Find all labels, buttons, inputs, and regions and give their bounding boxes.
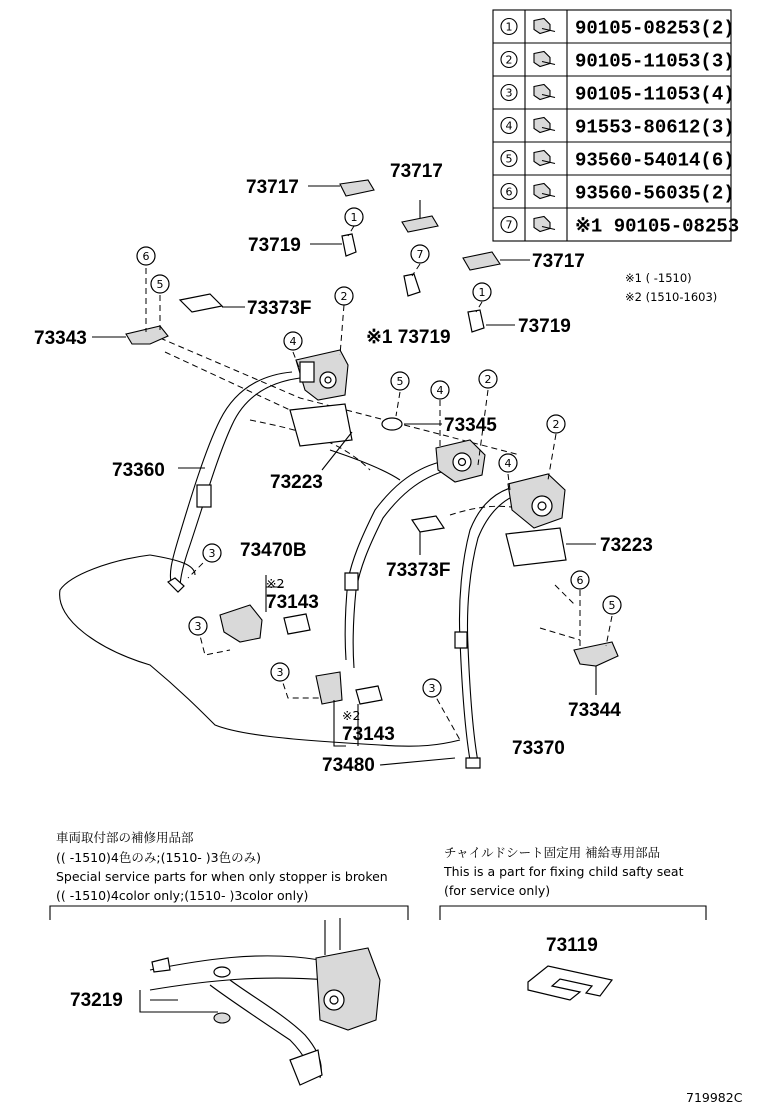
child-seat-line-2: This is a part for fixing child safty seat [444, 864, 684, 879]
callout-number: 2 [484, 373, 492, 386]
bolt-part-number: ※1 90105-08253 [575, 215, 740, 238]
label-73470b: 73470B [240, 540, 307, 561]
label-73223b: 73223 [600, 535, 653, 556]
stopper-bottom [214, 1013, 230, 1023]
bolt-ref-number: 2 [505, 53, 513, 67]
cover-73373fb [412, 516, 444, 532]
label-73343: 73343 [34, 328, 87, 349]
service-line-4: (( -1510)4color only;(1510- )3color only) [56, 888, 309, 903]
service-line-3: Special service parts for when only stopper is broken [56, 869, 388, 884]
callout-circles [137, 208, 621, 697]
label-73717b: 73717 [390, 161, 443, 182]
callout-number: 2 [552, 418, 560, 431]
label-73480: 73480 [322, 755, 375, 776]
ring-73345 [382, 418, 402, 430]
bolt-part-number: 93560-56035(2) [575, 182, 735, 205]
bolt-icon [534, 184, 555, 199]
label-73360: 73360 [112, 460, 165, 481]
label-73119: 73119 [546, 935, 598, 956]
box-73223b [506, 528, 566, 566]
callout-number: 3 [428, 682, 436, 695]
bolt-part-number: 91553-80612(3) [575, 116, 735, 139]
buckle-73480 [316, 672, 342, 704]
bracket-73344 [574, 642, 618, 666]
callout-number: 1 [350, 211, 358, 224]
callout-number: 5 [156, 278, 164, 291]
label-mark2a: ※2 [266, 576, 285, 591]
label-73143a: 73143 [266, 592, 319, 613]
bolt-ref-number: 7 [505, 218, 513, 232]
guide-73119 [528, 966, 612, 1000]
callout-number: 6 [142, 250, 150, 263]
anchor-73719c [468, 310, 484, 332]
service-title-jp: 車両取付部の補修用品部 [56, 830, 194, 845]
label-73344: 73344 [568, 700, 621, 721]
box-73223a [290, 404, 352, 446]
label-73719b: ※1 73719 [366, 327, 451, 348]
callout-number: 4 [436, 384, 444, 397]
label-73717a: 73717 [246, 177, 299, 198]
callout-number: 3 [208, 547, 216, 560]
part-labels [34, 161, 653, 776]
bolt-icon [534, 217, 555, 232]
retractor-left [296, 350, 348, 400]
retractor-center [436, 440, 485, 482]
bolt-icon [534, 118, 555, 133]
bolt-part-number: 90105-08253(2) [575, 17, 735, 40]
service-parts-section [50, 830, 408, 1085]
anchor-73719b [404, 274, 420, 296]
retractor-right [508, 474, 565, 528]
buckle-73470b [220, 605, 262, 642]
callout-number: 4 [504, 457, 512, 470]
note-1: ※1 ( -1510) [625, 271, 692, 285]
bolt-ref-number: 6 [505, 185, 513, 199]
label-73143b: 73143 [342, 724, 395, 745]
callout-number: 4 [289, 335, 297, 348]
label-73719c: 73719 [518, 316, 571, 337]
bolt-table [493, 10, 739, 241]
label-73717c: 73717 [532, 251, 585, 272]
bolt-part-number: 93560-54014(6) [575, 149, 735, 172]
cap-73717c [463, 252, 500, 270]
belt-right [455, 488, 518, 768]
label-73373fb: 73373F [386, 560, 451, 581]
bolt-ref-number: 1 [505, 20, 513, 34]
bolt-part-number: 90105-11053(3) [575, 50, 735, 73]
callout-number: 5 [608, 599, 616, 612]
bolt-icon [534, 52, 555, 67]
cap-73717a [340, 180, 374, 196]
nut-icon [534, 151, 555, 166]
bolt-ref-number: 5 [505, 152, 513, 166]
label-73223a: 73223 [270, 472, 323, 493]
callout-number: 5 [396, 375, 404, 388]
label-73345: 73345 [444, 415, 497, 436]
clip-73143b [356, 686, 382, 704]
note-2: ※2 (1510-1603) [625, 290, 718, 304]
service-line-2: (( -1510)4色のみ;(1510- )3色のみ) [56, 850, 261, 865]
figure-code: 719982C [686, 1090, 743, 1105]
label-73219: 73219 [70, 990, 123, 1011]
label-73719a: 73719 [248, 235, 301, 256]
cover-73373fa [180, 294, 222, 312]
stopper-top [214, 967, 230, 977]
label-mark2b: ※2 [342, 708, 361, 723]
label-73370: 73370 [512, 738, 565, 759]
callout-number: 3 [276, 666, 284, 679]
callout-number: 1 [478, 286, 486, 299]
anchor-73719a [342, 234, 356, 256]
clip-73143a [284, 614, 310, 634]
bolt-ref-number: 4 [505, 119, 513, 133]
child-seat-section [440, 845, 706, 1000]
label-73373fa: 73373F [247, 298, 312, 319]
bolt-icon [534, 19, 555, 34]
bracket-73343 [126, 326, 168, 344]
cap-73717b [402, 216, 438, 232]
callout-number: 3 [194, 620, 202, 633]
child-seat-title: チャイルドシート固定用 補給専用部品 [444, 845, 661, 860]
callout-number: 7 [416, 248, 424, 261]
callout-number: 2 [340, 290, 348, 303]
bolt-part-number: 90105-11053(4) [575, 83, 735, 106]
callout-number: 6 [576, 574, 584, 587]
bolt-ref-number: 3 [505, 86, 513, 100]
child-seat-line-3: (for service only) [444, 883, 551, 898]
bolt-icon [534, 85, 555, 100]
